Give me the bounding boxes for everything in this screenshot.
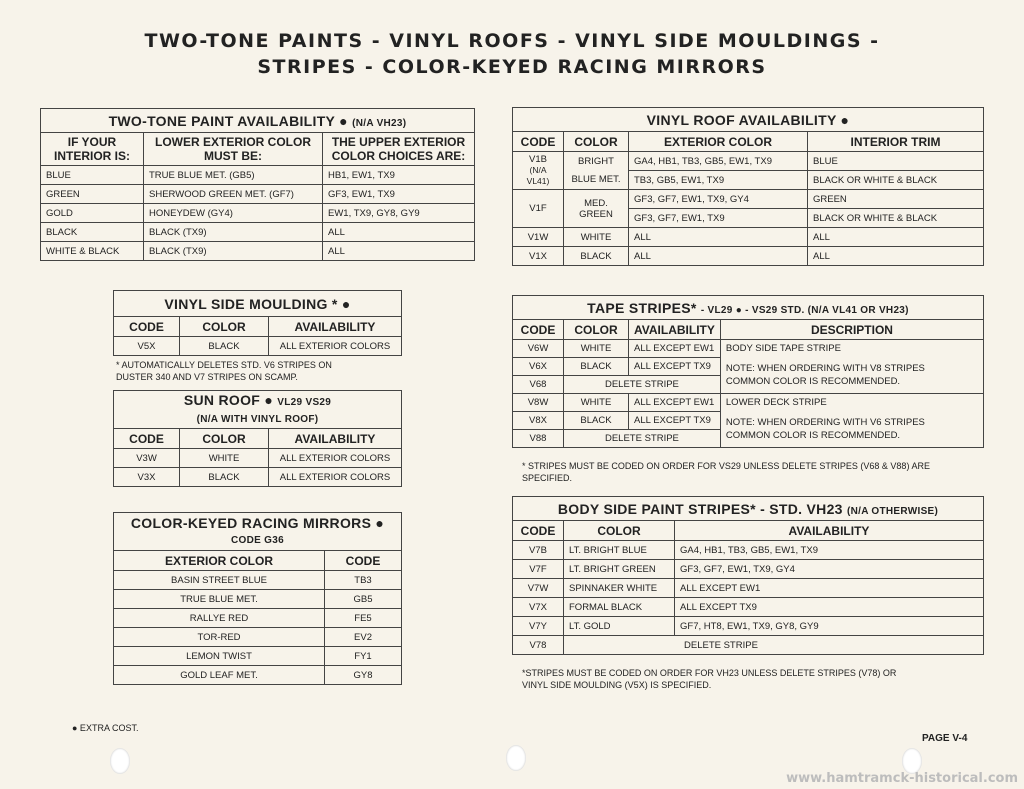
mirrors-title-text: COLOR-KEYED RACING MIRRORS ●	[130, 514, 385, 531]
cell: SPINNAKER WHITE	[564, 579, 675, 598]
vinyl-roof-header-exterior: EXTERIOR COLOR	[629, 132, 808, 152]
cell: RALLYE RED	[114, 609, 325, 628]
cell: V1X	[513, 247, 564, 266]
two-tone-paint-table	[40, 108, 475, 261]
tape-header-code: CODE	[513, 320, 564, 340]
cell: V68	[513, 376, 564, 394]
tape-header-color: COLOR	[564, 320, 629, 340]
cell: BRIGHT	[564, 152, 629, 171]
cell: GOLD LEAF MET.	[114, 666, 325, 685]
cell: BLUE MET.	[564, 171, 629, 190]
table-row	[41, 185, 475, 204]
two-tone-header-upper: THE UPPER EXTERIOR COLOR CHOICES ARE:	[323, 133, 475, 166]
two-tone-title	[41, 109, 475, 133]
cell: BLACK	[564, 247, 629, 266]
body-header-color: COLOR	[564, 521, 675, 541]
tape-stripes-codes: - VL29 ● - VS29 STD. (N/A VL41 OR VH23)	[700, 304, 909, 316]
table-row	[41, 166, 475, 185]
binder-hole	[506, 745, 526, 771]
cell: V7X	[513, 598, 564, 617]
table-row	[513, 190, 984, 209]
table-row	[513, 560, 984, 579]
body-header-code: CODE	[513, 521, 564, 541]
cell: ALL EXCEPT TX9	[629, 412, 721, 430]
two-tone-header-lower: LOWER EXTERIOR COLOR MUST BE:	[144, 133, 323, 166]
two-tone-header-interior: IF YOUR INTERIOR IS:	[41, 133, 144, 166]
cell: V8W	[513, 394, 564, 412]
sun-roof-header-code: CODE	[114, 429, 180, 449]
table-row	[513, 171, 984, 190]
vinyl-side-moulding-table	[113, 290, 402, 356]
cell: BLACK (TX9)	[144, 223, 323, 242]
cell: TRUE BLUE MET.	[114, 590, 325, 609]
cell: V3W	[114, 449, 180, 468]
tape-stripes-title-text: TAPE STRIPES*	[587, 299, 697, 316]
side-moulding-note: * AUTOMATICALLY DELETES STD. V6 STRIPES ON DUSTER 340 AND V7 STRIPES ON SCAMP.	[116, 360, 332, 382]
page-title-line-2: STRIPES - COLOR-KEYED RACING MIRRORS	[257, 56, 767, 78]
cell: GREEN	[41, 185, 144, 204]
mirrors-title	[114, 513, 402, 551]
side-moulding-header-availability: AVAILABILITY	[269, 317, 402, 337]
cell: LOWER DECK STRIPE	[720, 394, 983, 412]
cell: V1W	[513, 228, 564, 247]
body-side-stripes-table	[512, 496, 984, 655]
table-row	[513, 598, 984, 617]
cell: SHERWOOD GREEN MET. (GF7)	[144, 185, 323, 204]
table-row	[114, 590, 402, 609]
cell: TOR-RED	[114, 628, 325, 647]
cell: DELETE STRIPE	[564, 430, 721, 448]
cell: ALL	[323, 242, 475, 261]
v1b-na: (N/A VL41)	[526, 164, 550, 186]
table-row	[513, 358, 984, 376]
cell: ALL EXCEPT EW1	[629, 394, 721, 412]
cell: ALL EXCEPT TX9	[675, 598, 984, 617]
cell: BLACK	[180, 337, 269, 356]
cell: BLACK	[41, 223, 144, 242]
tape-header-availability: AVAILABILITY	[629, 320, 721, 340]
cell: BLUE	[808, 152, 984, 171]
cell: BLACK OR WHITE & BLACK	[808, 209, 984, 228]
table-row	[513, 541, 984, 560]
cell: BLUE	[41, 166, 144, 185]
table-row	[513, 228, 984, 247]
vinyl-roof-table	[512, 107, 984, 266]
cell: V6W	[513, 340, 564, 358]
cell: MED. GREEN	[564, 190, 629, 228]
cell: FY1	[325, 647, 402, 666]
cell: NOTE: WHEN ORDERING WITH V8 STRIPES COMMON COLOR IS RECOMMENDED.	[720, 358, 983, 394]
cell: LT. GOLD	[564, 617, 675, 636]
table-row	[513, 340, 984, 358]
cell: TB3, GB5, EW1, TX9	[629, 171, 808, 190]
cell: GF3, GF7, EW1, TX9, GY4	[675, 560, 984, 579]
sun-roof-header-availability: AVAILABILITY	[269, 429, 402, 449]
vinyl-roof-header-color: COLOR	[564, 132, 629, 152]
body-stripes-footnote: *STRIPES MUST BE CODED ON ORDER FOR VH23 UNLESS DELETE STRIPES (V78) OR VINYL SIDE MOULDING (V5X) IS SPECIFIED.	[522, 668, 897, 690]
cell: WHITE & BLACK	[41, 242, 144, 261]
cell: LEMON TWIST	[114, 647, 325, 666]
cell: TB3	[325, 571, 402, 590]
cell: BODY SIDE TAPE STRIPE	[720, 340, 983, 358]
cell: V1F	[513, 190, 564, 228]
page-number: PAGE V-4	[922, 733, 968, 744]
sun-roof-title	[114, 391, 402, 429]
cell: V7W	[513, 579, 564, 598]
cell: V6X	[513, 358, 564, 376]
cell: V3X	[114, 468, 180, 487]
cell: BLACK OR WHITE & BLACK	[808, 171, 984, 190]
cell: ALL	[808, 228, 984, 247]
cell: GA4, HB1, TB3, GB5, EW1, TX9	[629, 152, 808, 171]
body-stripes-title-text: BODY SIDE PAINT STRIPES* - STD. VH23	[557, 500, 843, 517]
table-row	[513, 394, 984, 412]
cell: V7B	[513, 541, 564, 560]
table-row	[513, 412, 984, 430]
cell: BLACK	[564, 358, 629, 376]
cell: ALL EXTERIOR COLORS	[269, 468, 402, 487]
table-row	[513, 152, 984, 171]
side-moulding-title: VINYL SIDE MOULDING * ●	[114, 291, 402, 317]
watermark: www.hamtramck-historical.com	[786, 771, 1018, 786]
cell: ALL EXCEPT EW1	[629, 340, 721, 358]
cell: BLACK	[180, 468, 269, 487]
table-row	[41, 204, 475, 223]
cell: ALL	[808, 247, 984, 266]
body-header-availability: AVAILABILITY	[675, 521, 984, 541]
racing-mirrors-table	[113, 512, 402, 685]
cell: HB1, EW1, TX9	[323, 166, 475, 185]
cell: GY8	[325, 666, 402, 685]
cell: HONEYDEW (GY4)	[144, 204, 323, 223]
cell: GF3, GF7, EW1, TX9, GY4	[629, 190, 808, 209]
cell: ALL	[629, 228, 808, 247]
cell: WHITE	[564, 394, 629, 412]
cell: WHITE	[564, 228, 629, 247]
tape-header-description: DESCRIPTION	[720, 320, 983, 340]
sun-roof-subtitle: (N/A WITH VINYL ROOF)	[196, 413, 319, 425]
page-title-line-1: TWO-TONE PAINTS - VINYL ROOFS - VINYL SIDE MOULDINGS -	[144, 30, 880, 52]
table-row	[41, 223, 475, 242]
table-row	[41, 242, 475, 261]
table-row	[114, 449, 402, 468]
cell: V5X	[114, 337, 180, 356]
extra-cost-note: ● EXTRA COST.	[72, 723, 139, 733]
tape-stripes-title	[513, 296, 984, 320]
cell: GA4, HB1, TB3, GB5, EW1, TX9	[675, 541, 984, 560]
side-moulding-header-color: COLOR	[180, 317, 269, 337]
table-row	[513, 247, 984, 266]
table-row	[513, 617, 984, 636]
table-row	[114, 468, 402, 487]
table-row	[513, 579, 984, 598]
cell: GF3, GF7, EW1, TX9	[629, 209, 808, 228]
cell: DELETE STRIPE	[564, 636, 984, 655]
cell: ALL EXTERIOR COLORS	[269, 337, 402, 356]
cell: GB5	[325, 590, 402, 609]
cell: BASIN STREET BLUE	[114, 571, 325, 590]
cell: BLACK	[564, 412, 629, 430]
mirrors-header-color: EXTERIOR COLOR	[114, 551, 325, 571]
vinyl-roof-header-interior: INTERIOR TRIM	[808, 132, 984, 152]
cell: GREEN	[808, 190, 984, 209]
table-row	[114, 571, 402, 590]
cell: V7Y	[513, 617, 564, 636]
cell: V8X	[513, 412, 564, 430]
cell: ALL EXCEPT TX9	[629, 358, 721, 376]
cell: ALL	[629, 247, 808, 266]
mirrors-header-code: CODE	[325, 551, 402, 571]
cell: V88	[513, 430, 564, 448]
cell: LT. BRIGHT BLUE	[564, 541, 675, 560]
binder-hole	[110, 748, 130, 774]
sun-roof-header-color: COLOR	[180, 429, 269, 449]
mirrors-subtitle: CODE G36	[231, 534, 284, 546]
cell: LT. BRIGHT GREEN	[564, 560, 675, 579]
cell: ALL EXCEPT EW1	[675, 579, 984, 598]
cell: EV2	[325, 628, 402, 647]
cell: TRUE BLUE MET. (GB5)	[144, 166, 323, 185]
sun-roof-codes: VL29 VS29	[277, 396, 332, 408]
two-tone-qualifier: (N/A VH23)	[352, 117, 407, 129]
tape-stripes-table	[512, 295, 984, 448]
cell: FE5	[325, 609, 402, 628]
two-tone-title-text: TWO-TONE PAINT AVAILABILITY ●	[108, 112, 348, 129]
cell: DELETE STRIPE	[564, 376, 721, 394]
table-row	[114, 609, 402, 628]
vinyl-roof-title: VINYL ROOF AVAILABILITY ●	[513, 108, 984, 132]
cell	[513, 152, 564, 190]
table-row	[114, 666, 402, 685]
cell: ALL EXTERIOR COLORS	[269, 449, 402, 468]
cell: GF3, EW1, TX9	[323, 185, 475, 204]
cell: GOLD	[41, 204, 144, 223]
cell: V78	[513, 636, 564, 655]
table-row	[114, 647, 402, 666]
v1b-code: V1B	[529, 153, 547, 165]
cell: GF7, HT8, EW1, TX9, GY8, GY9	[675, 617, 984, 636]
sun-roof-title-text: SUN ROOF ●	[183, 391, 274, 408]
cell: WHITE	[180, 449, 269, 468]
cell: BLACK (TX9)	[144, 242, 323, 261]
table-row	[114, 337, 402, 356]
table-row	[114, 628, 402, 647]
cell: WHITE	[564, 340, 629, 358]
body-stripes-qualifier: (N/A OTHERWISE)	[846, 505, 939, 517]
cell: EW1, TX9, GY8, GY9	[323, 204, 475, 223]
table-row	[513, 636, 984, 655]
cell: V7F	[513, 560, 564, 579]
cell: NOTE: WHEN ORDERING WITH V6 STRIPES COMMON COLOR IS RECOMMENDED.	[720, 412, 983, 448]
sun-roof-table	[113, 390, 402, 487]
side-moulding-header-code: CODE	[114, 317, 180, 337]
body-stripes-title	[513, 497, 984, 521]
cell: FORMAL BLACK	[564, 598, 675, 617]
vinyl-roof-header-code: CODE	[513, 132, 564, 152]
cell: ALL	[323, 223, 475, 242]
tape-stripes-footnote: * STRIPES MUST BE CODED ON ORDER FOR VS29 UNLESS DELETE STRIPES (V68 & V88) ARE SPECIFIED.	[522, 461, 930, 483]
